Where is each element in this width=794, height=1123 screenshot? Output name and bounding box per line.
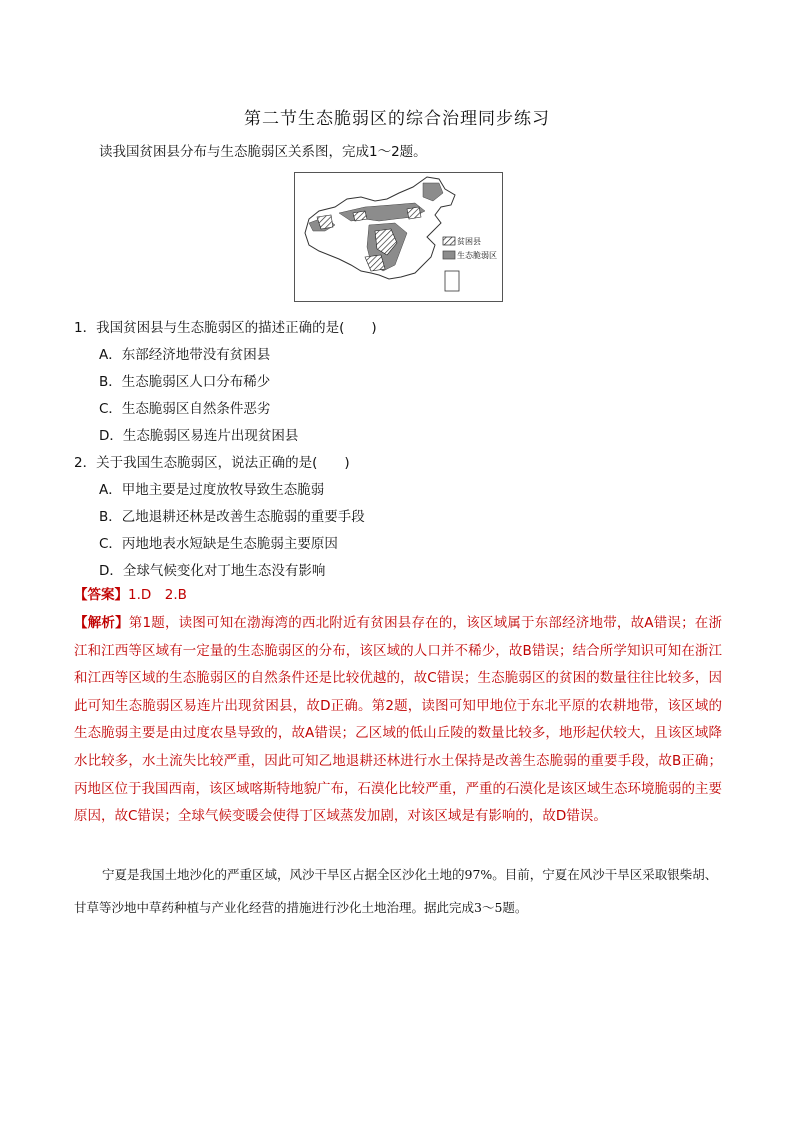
intro-text: 读我国贫困县分布与生态脆弱区关系图，完成1～2题。 (99, 144, 427, 160)
question-2-option-c: C．丙地地表水短缺是生态脆弱主要原因 (99, 536, 338, 552)
question-1-option-b: B．生态脆弱区人口分布稀少 (99, 374, 271, 390)
explanation-label: 【解析】 (74, 615, 129, 631)
south-sea-inset (445, 271, 459, 291)
question-1-option-a: A．东部经济地带没有贫困县 (99, 347, 271, 363)
poor-county-e (353, 211, 367, 221)
legend-poor-swatch (443, 237, 455, 245)
reading-passage: 宁夏是我国土地沙化的严重区域，风沙干旱区占据全区沙化土地的97%。目前，宁夏在风沙干旱区采取银柴胡、甘草等沙地中草药种植与产业化经营的措施进行沙化土地治理。据此完成3～5题。 (74, 867, 718, 915)
poor-county-d (407, 207, 421, 219)
answer-value: 1.D 2.B (128, 587, 187, 603)
question-2-option-d: D．全球气候变化对丁地生态没有影响 (99, 563, 326, 579)
question-1-option-d: D．生态脆弱区易连片出现贫困县 (99, 428, 299, 444)
question-1-stem: 1．我国贫困县与生态脆弱区的描述正确的是( ) (74, 320, 377, 336)
legend-poor-label: 贫困县 (457, 237, 481, 246)
question-2-stem: 2．关于我国生态脆弱区，说法正确的是( ) (74, 455, 350, 471)
page-title: 第二节生态脆弱区的综合治理同步练习 (244, 109, 550, 129)
question-1-option-c: C．生态脆弱区自然条件恶劣 (99, 401, 271, 417)
legend-fragile-swatch (443, 251, 455, 259)
china-map-figure (294, 172, 503, 302)
explanation-block (74, 610, 722, 831)
explanation-text: 第1题，读图可知在渤海湾的西北附近有贫困县存在的，该区域属于东部经济地带，故A错误；在浙江和江西等区域有一定量的生态脆弱区的分布，该区域的人口并不稀少，故B错误；结合所学知识可知在浙江和江西等区域的生态脆弱区的自然条件还是比较优越的，故C错误；生态脆弱区的贫困的数量往往比较多，因此可知生态脆弱区易连片出现贫困县，故D正确。第2题，读图可知甲地位于东北平原的农耕地带，该区域的生态脆弱主要是由过度农垦导致的，故A错误；乙区域的低山丘陵的数量比较多，地形起伏较大，且该区域降水比较多，水土流失比较严重，因此可知乙地退耕还林进行水土保持是改善生态脆弱的重要手段，故B正确；丙地区位于我国西南，该区域喀斯特地貌广布，石漠化比较严重，严重的石漠化是该区域生态环境脆弱的主要原因，故C错误；全球气候变暖会使得丁区域蒸发加剧，对该区域是有影响的，故D错误。 (74, 615, 722, 825)
question-2-option-b: B．乙地退耕还林是改善生态脆弱的重要手段 (99, 509, 365, 525)
answer-block (74, 583, 187, 603)
question-2-option-a: A．甲地主要是过度放牧导致生态脆弱 (99, 482, 325, 498)
china-map-svg (295, 173, 502, 301)
legend-fragile-label: 生态脆弱区 (457, 251, 497, 260)
answer-label: 【答案】 (74, 587, 128, 603)
